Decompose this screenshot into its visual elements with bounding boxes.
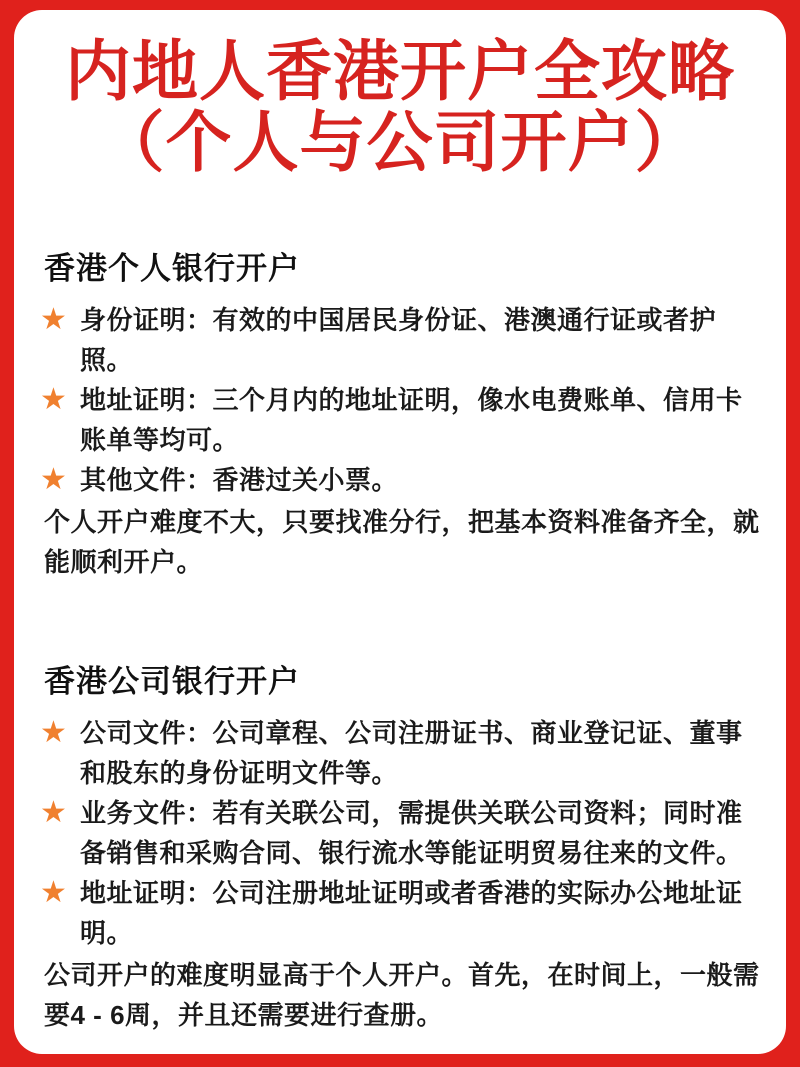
star-icon: ★	[40, 383, 67, 417]
company-account-note: 公司开户的难度明显高于个人开户。首先，在时间上，一般需要4 - 6周，并且还需要进行查册。	[44, 960, 760, 1031]
bullet-text: 业务文件：若有关联公司，需提供关联公司资料；同时准备销售和采购合同、银行流水等能证明贸易往来的文件。	[80, 798, 743, 869]
bullet-company-address-proof	[40, 873, 768, 953]
section-personal-heading: 香港个人银行开户	[44, 251, 300, 287]
poster-inner	[14, 10, 786, 1054]
star-icon: ★	[40, 876, 67, 910]
bullet-text: 身份证明：有效的中国居民身份证、港澳通行证或者护照。	[80, 305, 717, 376]
star-icon: ★	[40, 463, 67, 497]
star-icon: ★	[40, 796, 67, 830]
bullet-text: 其他文件：香港过关小票。	[80, 465, 399, 496]
bullet-text: 地址证明：公司注册地址证明或者香港的实际办公地址证明。	[80, 878, 743, 949]
bullet-other-documents	[40, 460, 768, 500]
bullet-text: 地址证明：三个月内的地址证明，像水电费账单、信用卡账单等均可。	[80, 385, 743, 456]
section-company-account	[32, 656, 768, 1035]
bullet-text: 公司文件：公司章程、公司注册证书、商业登记证、董事和股东的身份证明文件等。	[80, 718, 743, 789]
section-personal-account	[32, 243, 768, 582]
bullet-business-documents	[40, 793, 768, 873]
section-company-heading: 香港公司银行开户	[44, 664, 300, 700]
star-icon: ★	[40, 303, 67, 337]
star-icon: ★	[40, 716, 67, 750]
title-line-2: （个人与公司开户）	[98, 104, 702, 179]
company-bullet-list	[32, 713, 768, 953]
bullet-identity-proof	[40, 300, 768, 380]
personal-bullet-list	[32, 300, 768, 500]
bullet-address-proof	[40, 380, 768, 460]
poster-title	[32, 36, 768, 177]
bullet-company-documents	[40, 713, 768, 793]
personal-account-note: 个人开户难度不大，只要找准分行，把基本资料准备齐全，就能顺利开户。	[44, 507, 760, 578]
title-line-1: 内地人香港开户全攻略	[65, 34, 735, 108]
